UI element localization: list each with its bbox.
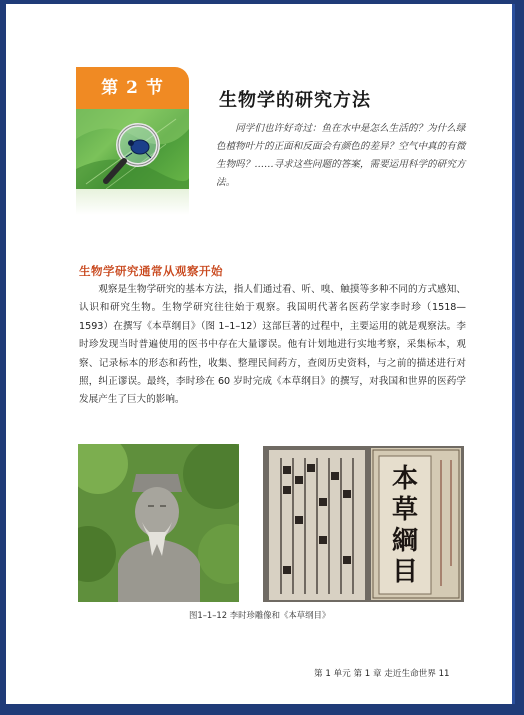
textbook-page: [6, 4, 515, 704]
bencao-gangmu-book-photo: [263, 446, 464, 602]
book-title-char: 草: [391, 495, 418, 525]
book-title-char: 本: [391, 464, 418, 494]
magnifier-beetle-image: [76, 109, 189, 189]
page-edge-rule: [512, 4, 515, 704]
li-shizhen-statue-photo: [78, 444, 239, 602]
book-title-char: 綱: [391, 526, 418, 556]
subsection-heading: 生物学研究通常从观察开始: [79, 264, 223, 278]
book-title-glyphs: [385, 464, 425, 588]
photo-fade: [76, 189, 189, 215]
page-footer: 第 1 单元 第 1 章 走近生命世界 11: [314, 669, 450, 679]
figure-caption: 图1–1–12 李时珍雕像和《本草纲目》: [189, 610, 331, 620]
book-title-char: 目: [391, 557, 418, 587]
section-intro: 同学们也许好奇过：鱼在水中是怎么生活的？为什么绿色植物叶片的正面和反面会有颜色的差异？空气中真的有微生物吗？……寻求这些问题的答案，需要运用科学的研究方法。: [216, 123, 466, 188]
section-badge: 第 2 节: [76, 67, 189, 109]
subsection-body: 观察是生物学研究的基本方法，指人们通过看、听、嗅、触摸等多种不同的方式感知、认识和研究生物。生物学研究往往始于观察。我国明代著名医药学家李时珍（1518—1593）在撰写《本草纲目》（图 1–1–12）这部巨著的过程中，主要运用的就是观察法。李时珍发现当时普遍使用的医书中存在大量谬误。他有计划地进行实地考察，采集标本，观察、记录标本的形态和药性，收集、整理民间药方，查阅历史资料，与之前的描述进行对照，纠正谬误。最终，李时珍在 60 岁时完成《本草纲目》的撰写，对我国和世界的医药学发展产生了巨大的影响。: [79, 284, 466, 406]
section-title: 生物学的研究方法: [219, 90, 371, 111]
